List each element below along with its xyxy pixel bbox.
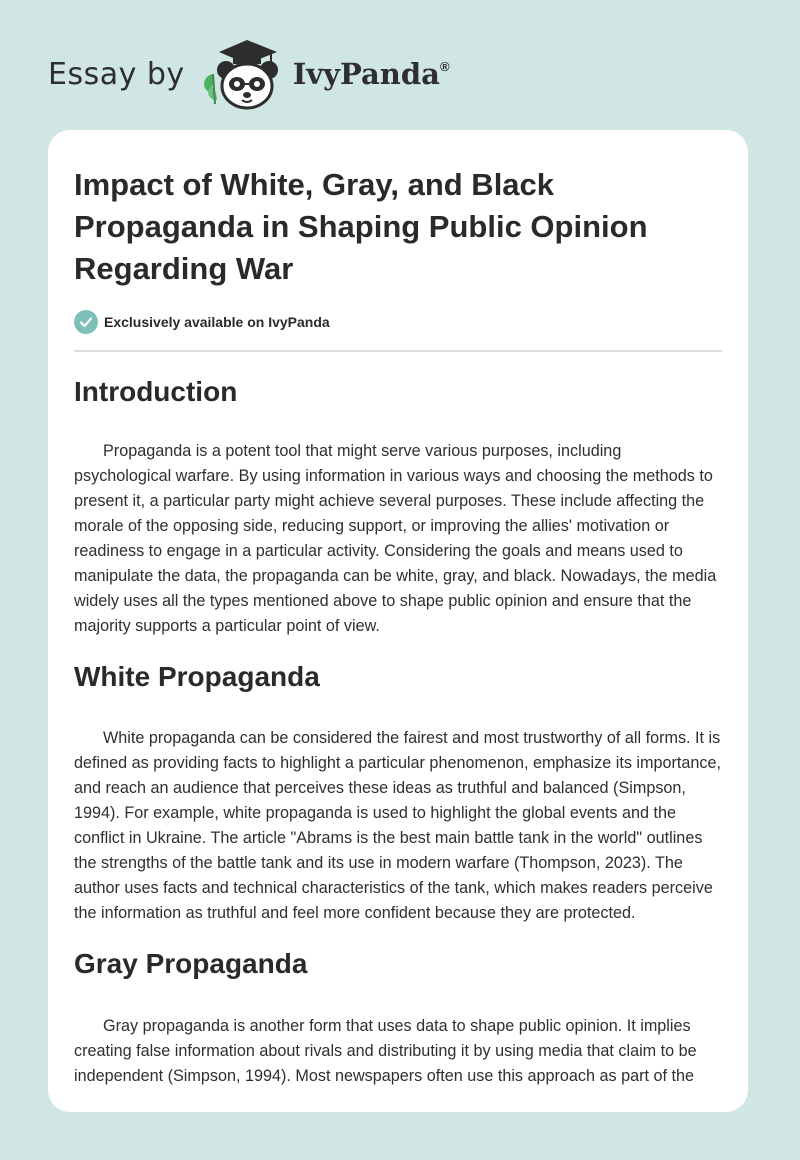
section-paragraph-white-propaganda: White propaganda can be considered the fairest and most trustworthy of all forms. It is defined as providing facts to highlight a particular phenomenon, emphasize its importance, and reach an audience that perceives these ideas as truthful and balanced (Simpson, 1994). For example, white propaganda is used to highlight the global events and the conflict in Ukraine. The article "Abrams is the best main battle tank in the world" outlines the strengths of the battle tank and its use in modern warfare (Thompson, 2023). The author uses facts and technical characteristics of the tank, which makes readers perceive the information as truthful and feel more confident because they are protected. [74,729,721,922]
leaf-icon [204,74,217,104]
divider [74,350,722,352]
site-header [48,34,450,114]
essay-by-label: Essay by [48,56,185,92]
check-icon [74,310,98,334]
section-heading-introduction: Introduction [74,376,238,407]
section-paragraph-gray-propaganda: Gray propaganda is another form that uses data to shape public opinion. It implies creating false information about rivals and distributing it by using media that claim to be independent (Simpson, 1994). Most newspapers often use this approach as part of the [74,1017,697,1085]
section-paragraph-introduction: Propaganda is a potent tool that might serve various purposes, including psychological warfare. By using information in various ways and choosing the methods to present it, a particular party might achieve several purposes. These include affecting the morale of the opposing side, reducing support, or improving the allies' motivation or readiness to engage in a particular activity. Considering the goals and means used to manipulate the data, the propaganda can be white, gray, and black. Nowadays, the media widely uses all the types mentioned above to shape public opinion and ensure that the majority supports a particular point of view. [74,442,717,635]
brand-name[interactable]: IvyPanda® [292,57,450,91]
exclusive-badge [74,308,722,336]
essay-title: Impact of White, Gray, and Black Propaganda in Shaping Public Opinion Regarding War [74,167,648,286]
registered-mark: ® [439,59,450,74]
panda-graduate-logo-icon[interactable] [199,34,289,114]
exclusive-label: Exclusively available on IvyPanda [104,314,330,330]
essay-card [48,130,748,1112]
section-heading-gray-propaganda: Gray Propaganda [74,948,308,979]
section-heading-white-propaganda: White Propaganda [74,661,320,692]
